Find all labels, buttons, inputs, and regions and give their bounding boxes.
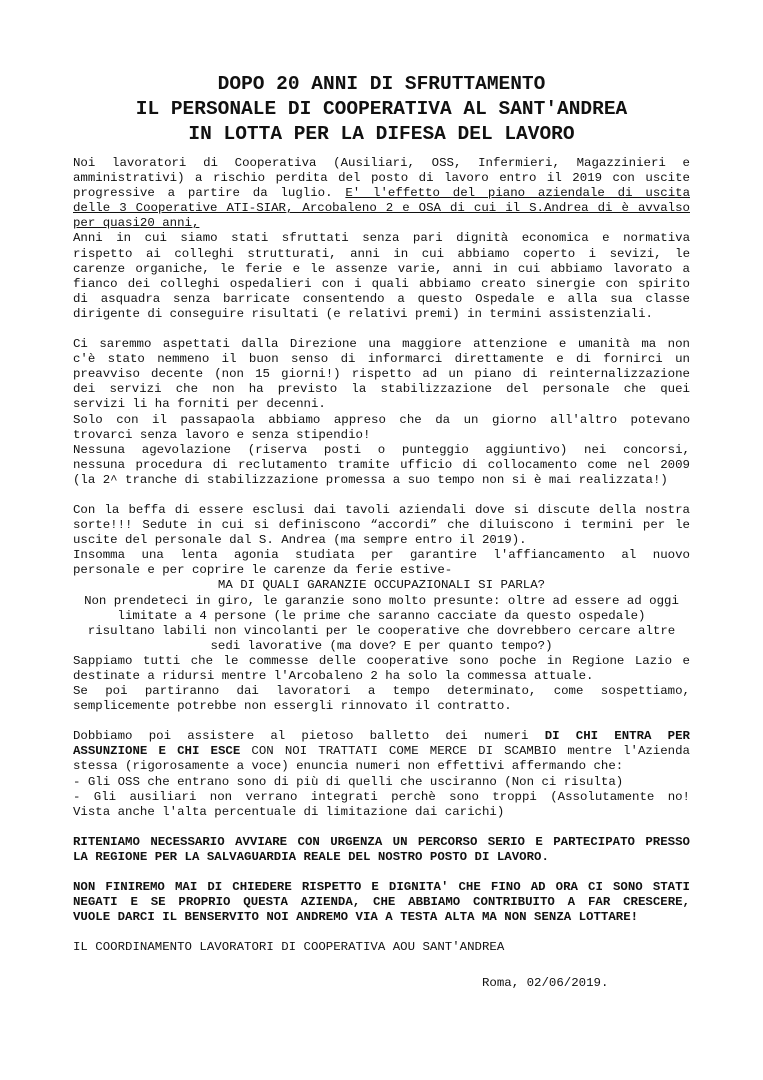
document-date: Roma, 02/06/2019. (482, 976, 609, 990)
text-line: Nessuna agevolazione (riserva posti o punteggio aggiuntivo) nei concorsi, (73, 442, 690, 457)
text-line: personale e per coprire le carenze da ferie estive- (73, 563, 453, 578)
text-line: sorte!!! Sedute in cui si definiscono “accordi” che diluiscono i termini per le (73, 518, 690, 533)
text-line: semplicemente potrebbe non essergli rinnovato il contratto. (73, 699, 512, 714)
signature: IL COORDINAMENTO LAVORATORI DI COOPERATIVA AOU SANT'ANDREA (73, 940, 505, 955)
text-line: sedi lavorative (ma dove? E per quanto tempo?) (210, 638, 553, 653)
text-line: rispetto ai colleghi strutturati, anni in cui abbiamo coperto i sevizi, le (73, 246, 690, 261)
bold-line: RITENIAMO NECESSARIO AVVIARE CON URGENZA UN PERCORSO SERIO E PARTECIPATO PRESSO (73, 834, 690, 849)
title-line-3: IN LOTTA PER LA DIFESA DEL LAVORO (188, 123, 575, 145)
text-line: preavviso decente (non 15 giorni!) rispetto ad un piano di reinternalizzazione (73, 367, 690, 382)
list-item: - Gli ausiliari non verrano integrati perchè sono troppi (Assolutamente no! (73, 789, 690, 804)
text-line: Noi lavoratori di Cooperativa (Ausiliari, OSS, Infermieri, Magazzinieri e (73, 156, 690, 170)
text-line: Anni in cui siamo stati sfruttati senza pari dignità economica e normativa (73, 231, 690, 246)
text-line: Vista anche l'alta percentuale di limitazione dai carichi) (73, 804, 505, 819)
paragraph-4 (73, 729, 690, 820)
bold-text: DI CHI ENTRA PER (544, 729, 690, 744)
text-line: Con la beffa di essere esclusi dai tavoli aziendali dove si discute della nostra (73, 502, 690, 517)
text-line: Non prendeteci in giro, le garanzie sono molto presunte: oltre ad essere ad oggi (84, 593, 679, 608)
bold-line: NON FINIREMO MAI DI CHIEDERE RISPETTO E DIGNITA' CHE FINO AD ORA CI SONO STATI (73, 880, 690, 895)
text-line: fianco dei colleghi ospedalieri con i quali abbiamo creato sinergie con spirito (73, 276, 690, 291)
text-line: Insomma una lenta agonia studiata per garantire l'affiancamento al nuovo (73, 548, 690, 563)
document-body (73, 156, 690, 955)
paragraph-3 (73, 503, 690, 714)
text-line: carenze organiche, le ferie e le assenze varie, anni in cui abbiamo lavorato a (73, 261, 690, 276)
list-item: - Gli OSS che entrano sono di più di quelli che usciranno (Non ci risulta) (73, 774, 624, 789)
paragraph-gap (73, 488, 690, 503)
text-line: stessa (rigorosamente a voce) enuncia numeri non effettivi affermando che: (73, 759, 624, 774)
title-line-2: IL PERSONALE DI COOPERATIVA AL SANT'ANDREA (135, 98, 628, 120)
text-line: limitate a 4 persone (le prime che saranno cacciate da questo ospedale) (117, 608, 646, 623)
paragraph-gap (73, 322, 690, 337)
text-line: c'è stato nemmeno il buon senso di informarci direttamente e di fornirci un (73, 352, 690, 367)
text-line: servizi li ha forniti per decenni. (73, 397, 326, 412)
text-line: nessuna procedura di reclutamento tramite ufficio di collocamento come nel 2009 (73, 457, 690, 472)
paragraph-6 (73, 880, 690, 925)
text-line: Solo con il passapaola abbiamo appreso che da un giorno all'altro potevano (73, 412, 690, 427)
paragraph-2 (73, 337, 690, 488)
paragraph-gap (73, 820, 690, 835)
text-line: dei servizi che non ha previsto la stabilizzazione del personale che quei (73, 382, 690, 397)
text-line: di asquadra senza barricate consentendo a questo Ospedale e alla sua classe (73, 291, 690, 306)
text-line (73, 186, 690, 201)
paragraph-1 (73, 156, 690, 322)
text-line: uscite del personale dal S. Andrea (ma sempre entro il 2019). (73, 533, 527, 548)
underlined-text: per quasi20 anni, (73, 216, 200, 231)
bold-line: LA REGIONE PER LA SALVAGUARDIA REALE DEL NOSTRO POSTO DI LAVORO. (73, 849, 549, 864)
text-line: amministrativi) a rischio perdita del posto di lavoro entro il 2019 con uscite (73, 171, 690, 186)
text-line (73, 729, 690, 744)
text-line: Ci saremmo aspettati dalla Direzione una maggiore attenzione e umanità ma non (73, 337, 690, 352)
text-span: progressive a partire da luglio. (73, 186, 346, 201)
text-line: Sappiamo tutti che le commesse delle cooperative sono poche in Regione Lazio e (73, 653, 690, 668)
text-line: destinate a ridursi mentre l'Arcobaleno 2 ha solo la commessa attuale. (73, 669, 594, 683)
text-span: Dobbiamo poi assistere al pietoso balletto dei numeri (73, 729, 545, 744)
bold-line: NEGATI E SE PROPRIO QUESTA AZIENDA, CHE ABBIAMO CONTRIBUITO A FAR CRESCERE, (73, 895, 690, 910)
title-line-1: DOPO 20 ANNI DI SFRUTTAMENTO (217, 73, 546, 95)
underlined-line (73, 216, 690, 231)
paragraph-gap (73, 714, 690, 729)
bold-line: VUOLE DARCI IL BENSERVITO NOI ANDREMO VIA A TESTA ALTA MA NON SENZA LOTTARE! (73, 910, 639, 925)
text-line: Se poi partiranno dai lavoratori a tempo determinato, come sospettiamo, (73, 684, 690, 699)
centered-question: MA DI QUALI GARANZIE OCCUPAZIONALI SI PARLA? (217, 578, 546, 593)
text-line: (la 2^ tranche di stabilizzazione promessa a suo tempo non si è mai realizzata!) (73, 472, 668, 487)
text-line: risultano labili non vincolanti per le cooperative che dovrebbero cercare altre (87, 623, 676, 638)
text-line (73, 744, 690, 759)
paragraph-gap (73, 925, 690, 940)
text-span: CON NOI TRATTATI COME MERCE DI SCAMBIO mentre l'Azienda (240, 744, 690, 759)
bold-text: ASSUNZIONE E CHI ESCE (73, 744, 241, 759)
text-line: trovarci senza lavoro e senza stipendio! (73, 427, 371, 442)
paragraph-5 (73, 835, 690, 865)
document-title (73, 72, 690, 147)
underlined-line: delle 3 Cooperative ATI-SIAR, Arcobaleno 2 e OSA di cui il S.Andrea di è avvalso (73, 201, 690, 216)
text-line: dirigente di conseguire risultati (e relativi premi) in termini assistenziali. (73, 306, 653, 321)
paragraph-gap (73, 865, 690, 880)
underlined-text: E' l'effetto del piano aziendale di uscita (345, 186, 690, 201)
